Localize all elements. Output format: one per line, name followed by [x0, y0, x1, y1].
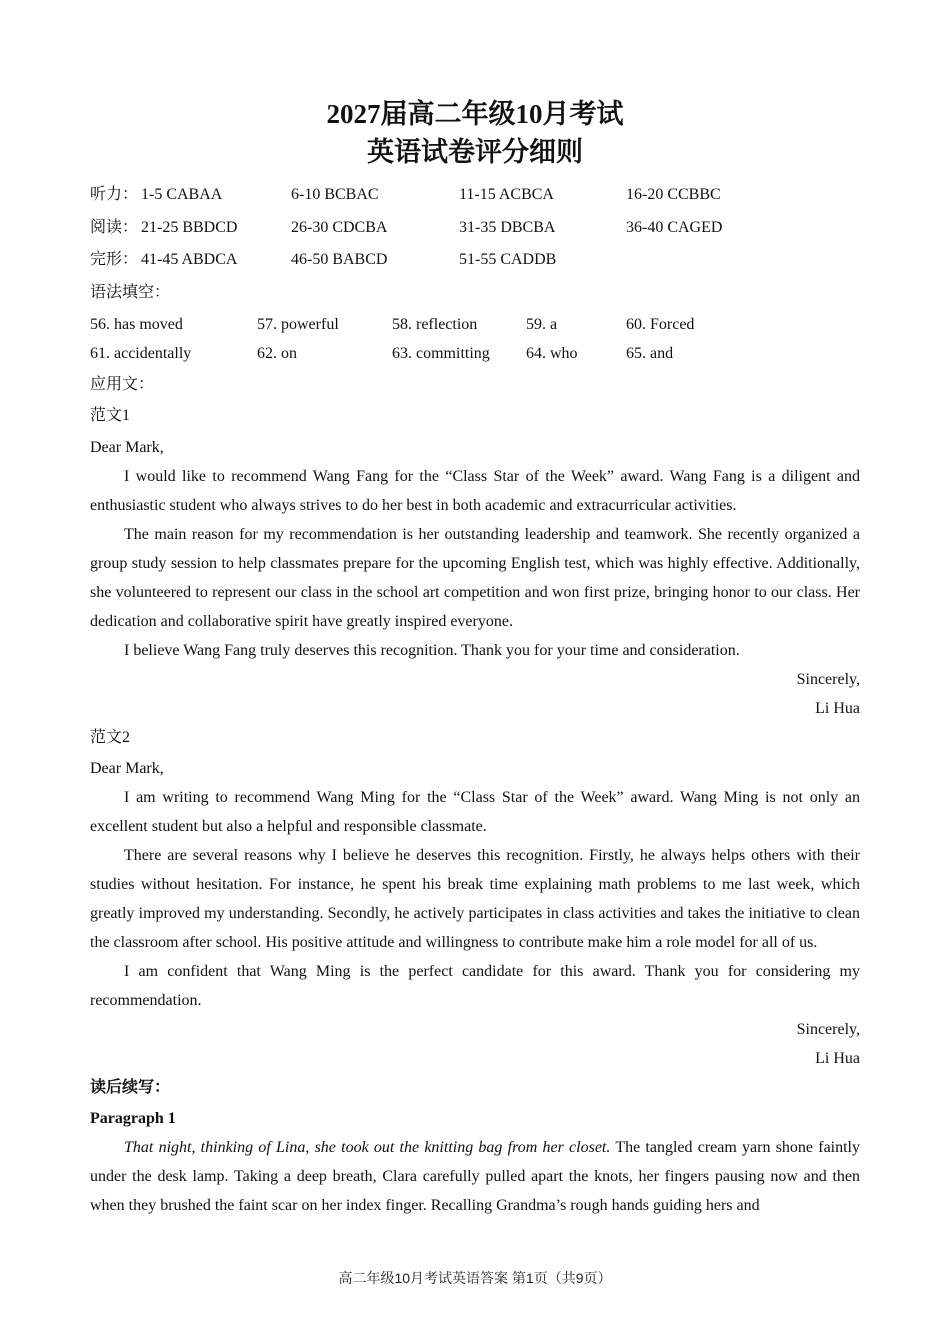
answer-group: 1-5 CABAA — [141, 186, 223, 203]
document-subtitle: 英语试卷评分细则 — [367, 137, 583, 167]
section-label: 听力： — [90, 186, 139, 203]
sample2-paragraph: I am writing to recommend Wang Ming for the “Class Star of the Week” award. Wang Ming is not only an excellent student but also a helpful and responsible classmate. — [90, 789, 860, 835]
section-label: 阅读： — [90, 218, 139, 236]
writing-heading: 应用文： — [90, 376, 155, 393]
continuation-paragraph — [90, 1133, 860, 1220]
grammar-answer: 58. reflection — [392, 316, 478, 333]
sample1-closing: Sincerely, — [796, 671, 860, 688]
sample1-label: 范文1 — [90, 407, 131, 424]
grammar-heading: 语法填空： — [90, 283, 171, 301]
answer-group: 26-30 CDCBA — [291, 218, 388, 236]
answer-row-listening — [90, 182, 860, 215]
given-sentence: That night, thinking of Lina, she took out the knitting bag from her closet. — [124, 1139, 611, 1156]
sample1-signature: Li Hua — [815, 700, 860, 717]
sample2-signature: Li Hua — [815, 1050, 860, 1067]
grammar-answer: 65. and — [626, 345, 674, 362]
answer-group: 21-25 BBDCD — [141, 218, 238, 236]
grammar-row — [90, 341, 860, 370]
sample1-paragraph: The main reason for my recommendation is her outstanding leadership and teamwork. She recently organized a group study session to help classmates prepare for the upcoming English test, which was highly effective. Additionally, she volunteered to represent our class in the school art competition and won first prize, bringing honor to our class. Her dedication and collaborative spirit have greatly inspired everyone. — [90, 526, 860, 630]
answer-group: 36-40 CAGED — [626, 218, 723, 236]
answer-group: 51-55 CADDB — [459, 251, 557, 268]
sample2-greeting: Dear Mark, — [90, 760, 164, 777]
grammar-row — [90, 312, 860, 341]
grammar-heading-row — [90, 280, 860, 313]
answer-group: 41-45 ABDCA — [141, 251, 238, 268]
section-label: 完形： — [90, 251, 139, 268]
sample2-label: 范文2 — [90, 729, 131, 746]
answer-group: 46-50 BABCD — [291, 251, 388, 268]
answer-group: 16-20 CCBBC — [626, 186, 721, 203]
grammar-answer: 57. powerful — [257, 316, 339, 333]
paragraph-label: Paragraph 1 — [90, 1110, 176, 1127]
grammar-answer: 56. has moved — [90, 316, 183, 333]
sample2-paragraph: There are several reasons why I believe he deserves this recognition. Firstly, he always helps others with their studies without hesitation. For instance, he spent his break time explaining math problems to me last week, which greatly improved my understanding. Secondly, he actively participates in class activities and takes the initiative to clean the classroom after school. His positive attitude and willingness to contribute make him a role model for all of us. — [90, 847, 860, 951]
answer-group: 6-10 BCBAC — [291, 186, 379, 203]
sample1-paragraph: I believe Wang Fang truly deserves this recognition. Thank you for your time and consideration. — [124, 642, 740, 659]
document-title: 2027届高二年级10月考试 — [326, 99, 624, 129]
page-footer: 高二年级10月考试英语答案 第1页（共9页） — [338, 1270, 612, 1286]
sample1-paragraph: I would like to recommend Wang Fang for the “Class Star of the Week” award. Wang Fang is a diligent and enthusiastic student who always strives to do her best in both academic and extracurricular activities. — [90, 468, 860, 514]
document-body — [90, 182, 860, 1220]
sample2-paragraph: I am confident that Wang Ming is the perfect candidate for this award. Thank you for considering my recommendation. — [90, 963, 860, 1009]
answer-row-reading — [90, 215, 860, 248]
grammar-answer: 60. Forced — [626, 316, 695, 333]
grammar-answer: 62. on — [257, 345, 297, 362]
continuation-heading: 读后续写： — [90, 1079, 171, 1096]
grammar-answer: 61. accidentally — [90, 345, 192, 362]
answer-group: 31-35 DBCBA — [459, 218, 556, 236]
grammar-answer: 59. a — [526, 316, 558, 333]
continuation-text: The tangled cream yarn shone faintly under the desk lamp. Taking a deep breath, Clara carefully pulled apart the knots, her fingers pausing now and then when they brushed the faint scar on her index finger. Recalling Grandma’s rough hands guiding hers and — [90, 1139, 861, 1214]
sample1-greeting: Dear Mark, — [90, 439, 164, 456]
answer-group: 11-15 ACBCA — [459, 186, 554, 203]
grammar-answer: 64. who — [526, 345, 578, 362]
sample2-closing: Sincerely, — [796, 1021, 860, 1038]
answer-row-cloze — [90, 247, 860, 280]
grammar-answer: 63. committing — [392, 345, 490, 362]
